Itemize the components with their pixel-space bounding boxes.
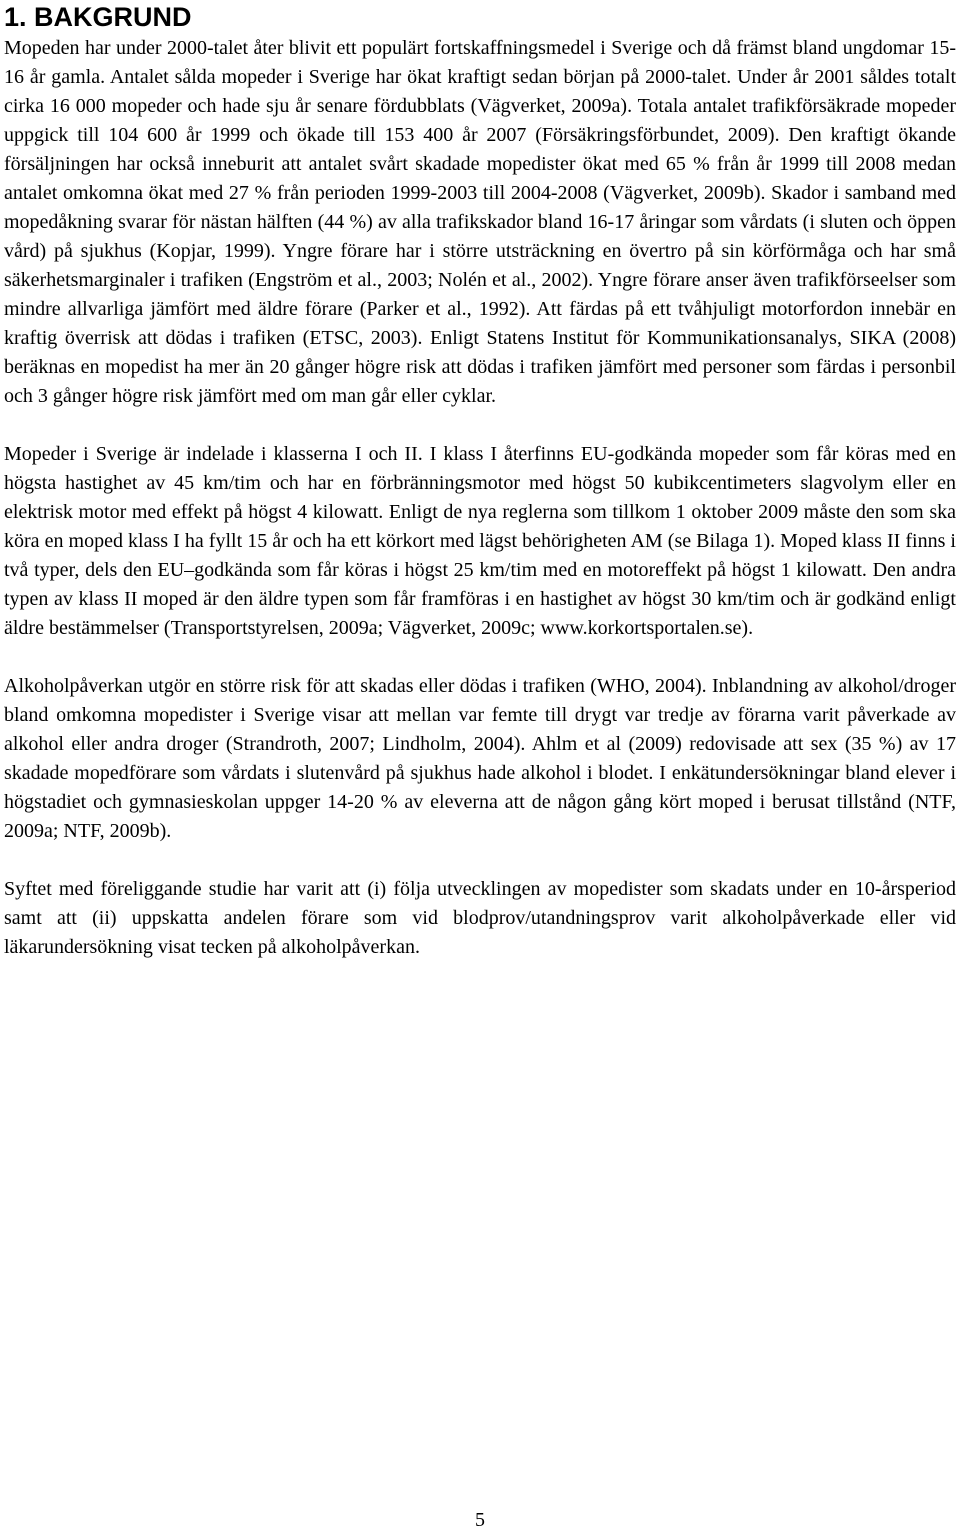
paragraph-background: Mopeden har under 2000-talet åter blivit ett populärt fortskaffningsmedel i Sverige och då främst bland ungdomar 15-16 år gamla. Antalet sålda mopeder i Sverige har ökat kraftigt sedan början på 2000-talet. Under år 2001 såldes totalt cirka 16 000 mopeder och hade sju år senare fördubblats (Vägverket, 2009a). Totala antalet trafikförsäkrade mopeder uppgick till 104 600 år 1999 och ökade till 153 400 år 2007 (Försäkringsförbundet, 2009). Den kraftigt ökande försäljningen har också inneburit att antalet svårt skadade mopedister ökat med 65 % från år 1999 till 2008 medan antalet omkomna ökat med 27 % från perioden 1999-2003 till 2004-2008 (Vägverket, 2009b). Skador i samband med mopedåkning svarar för nästan hälften (44 %) av alla trafikskador bland 16-17 åringar som vårdats (i sluten och öppen vård) på sjukhus (Kopjar, 1999). Yngre förare har i större utsträckning en övertro på sin körförmåga och har små säkerhetsmarginaler i trafiken (Engström et al., 2003; Nolén et al., 2002). Yngre förare anser även trafikförseelser som mindre allvarliga jämfört med äldre förare (Parker et al., 1992). Att färdas på ett tvåhjuligt motorfordon innebär en kraftig överrisk att dödas i trafiken (ETSC, 2003). Enligt Statens Institut för Kommunikationsanalys, SIKA (2008) beräknas en mopedist ha mer än 20 gånger högre risk att dödas i trafiken jämfört med personer som färdas i personbil och 3 gånger högre risk jämfört med om man går eller cyklar. xyxy=(4,37,956,407)
paragraph-alcohol: Alkoholpåverkan utgör en större risk för att skadas eller dödas i trafiken (WHO, 2004). Inblandning av alkohol/droger bland omkomna mopedister i Sverige visar att mellan var femte till drygt var tredje av förarna varit påverkade av alkohol eller andra droger (Strandroth, 2007; Lindholm, 2004). Ahlm et al (2009) redovisade att sex (35 %) av 17 skadade mopedförare som vårdats i slutenvård på sjukhus hade alkohol i blodet. I enkätundersökningar bland elever i högstadiet och gymnasieskolan uppger 14-20 % av eleverna att de någon gång kört moped i berusat tillstånd (NTF, 2009a; NTF, 2009b). xyxy=(4,675,956,842)
document-page xyxy=(4,0,956,962)
paragraph-purpose: Syftet med föreliggande studie har varit att (i) följa utvecklingen av mopedister som skadats under en 10-årsperiod samt att (ii) uppskatta andelen förare som vid blodprov/utandningsprov varit alkoholpåverkade eller vid läkarundersökning visat tecken på alkoholpåverkan. xyxy=(4,878,956,958)
page-number: 5 xyxy=(475,1509,485,1531)
section-heading: 1. BAKGRUND xyxy=(4,2,192,32)
paragraph-moped-classes: Mopeder i Sverige är indelade i klasserna I och II. I klass I återfinns EU-godkända mopeder som får köras med en högsta hastighet av 45 km/tim och har en förbränningsmotor med högst 50 kubikcentimeters slagvolym eller en elektrisk motor med effekt på högst 4 kilowatt. Enligt de nya reglerna som tillkom 1 oktober 2009 måste den som ska köra en moped klass I ha fyllt 15 år och ha ett körkort med lägst behörigheten AM (se Bilaga 1). Moped klass II finns i två typer, dels den EU–godkända som får köras i högst 25 km/tim med en motoreffekt på högst 1 kilowatt. Den andra typen av klass II moped är den äldre typen som får framföras i en hastighet av högst 30 km/tim och är godkänd enligt äldre bestämmelser (Transportstyrelsen, 2009a; Vägverket, 2009c; www.korkortsportalen.se). xyxy=(4,443,956,639)
